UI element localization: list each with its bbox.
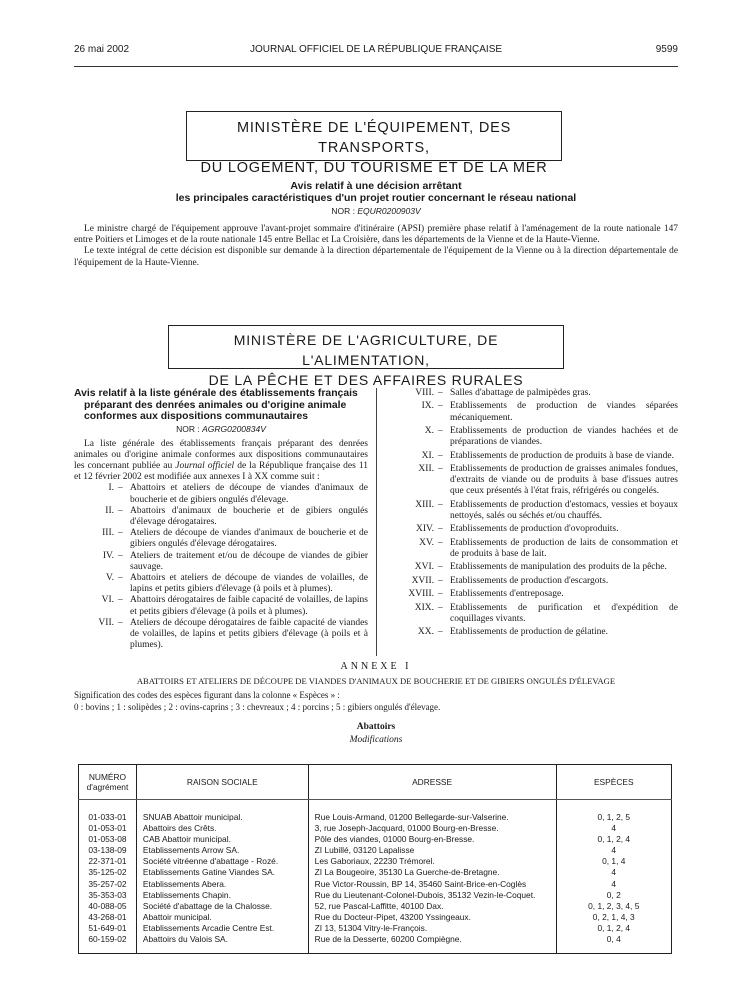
- item-text: Etablissements de production d'escargots.: [450, 575, 609, 586]
- nor-label: NOR :: [176, 423, 203, 434]
- legend-line1: Signification des codes des espèces figurant dans la colonne « Espèces » :: [74, 690, 340, 700]
- table-row: [79, 812, 672, 823]
- abattoirs-table: [78, 764, 672, 954]
- cell-numero: 35-125-02: [88, 867, 127, 878]
- table-row: [79, 823, 672, 834]
- table-row: [79, 923, 672, 934]
- cell-numero: 01-033-01: [88, 812, 127, 822]
- col-header-especes: ESPÈCES: [556, 765, 671, 800]
- cell-numero: 40-088-05: [88, 900, 127, 911]
- annex-list-item: [74, 506, 368, 528]
- item-number: VI.: [101, 595, 114, 606]
- notice2-title: Avis relatif à la liste générale des établissements français préparant des denrées animales ou d'origine animale conformes aux dispositions communautaires: [74, 388, 358, 422]
- header-rule: [74, 66, 678, 67]
- cell-adresse: Rue Louis-Armand, 01200 Bellegarde-sur-Valserine.: [308, 812, 556, 823]
- item-dash: –: [438, 589, 443, 600]
- item-number: XVIII.: [408, 589, 434, 600]
- item-text: Ateliers de découpe dérogataires de faible capacité de viandes de volailles, de lapins et petits gibiers d'élevage (à poils et à plumes).: [130, 617, 368, 651]
- item-dash: –: [118, 505, 123, 516]
- intro-text: La liste générale des établissements français préparant des denrées animales ou d'origine animale conformes aux dispositions communautaires les concernant publiée au: [74, 438, 368, 471]
- item-number: II.: [105, 505, 114, 516]
- intro-text: de la République française des 11 et 12 février 2002 est modifiée aux annexes I à XX comme suit :: [74, 460, 369, 483]
- item-text: Etablissements de manipulation des produits de la pêche.: [450, 562, 667, 573]
- notice1-title-line2: les principales caractéristiques d'un projet routier concernant le réseau national: [175, 192, 577, 204]
- notice2-intro: [74, 439, 368, 484]
- notice2-left-column: [74, 388, 368, 651]
- annex-list-item: [74, 528, 368, 550]
- annex-list-item: [386, 388, 678, 399]
- item-text: Etablissements de production de graisses animales fondues, d'extraits de viande ou de produits à base d'issues autres que ceux présentés à l'état frais, réfrigérés ou congelés.: [450, 463, 678, 497]
- item-number: X.: [424, 425, 434, 436]
- item-text: Etablissements de production de laits de consommation et de produits à base de lait.: [450, 537, 678, 559]
- cell-especes: 0, 1, 2, 4: [556, 834, 671, 845]
- cell-adresse: Les Gaboriaux, 22230 Trémorel.: [308, 856, 556, 867]
- species-legend: [74, 690, 678, 713]
- annex-list-item: [386, 426, 678, 448]
- item-number: VII.: [98, 617, 114, 628]
- cell-especes: 4: [556, 867, 671, 878]
- cell-numero: 22-371-01: [88, 856, 127, 867]
- item-text: Etablissements de production de produits à base de viande.: [450, 450, 674, 461]
- item-dash: –: [118, 550, 123, 561]
- cell-adresse: Rue de la Desserte, 60200 Compiègne.: [308, 934, 556, 945]
- item-number: XIV.: [415, 524, 434, 535]
- ministry-line1: MINISTÈRE DE L'ÉQUIPEMENT, DES TRANSPORTS,: [236, 120, 512, 156]
- item-number: XI.: [421, 450, 434, 461]
- cell-numero: 35-257-02: [88, 878, 127, 889]
- table-spacer: [79, 945, 672, 954]
- nor-code: EQUR0200903V: [357, 206, 421, 216]
- page-number: 9599: [655, 44, 678, 55]
- notice2-right-column: [386, 388, 678, 641]
- item-dash: –: [118, 617, 123, 628]
- annex-section: [74, 660, 678, 747]
- ministry-line2: DE LA PÊCHE ET DES AFFAIRES RURALES: [208, 372, 524, 388]
- item-text: Abattoirs et ateliers de découpe de viandes d'animaux de boucherie et de gibiers ongulés d'élevage.: [130, 483, 368, 505]
- legend-line2: 0 : bovins ; 1 : solipèdes ; 2 : ovins-caprins ; 3 : chevreaux ; 4 : porcins ; 5 : gibiers ongulés d'élevage.: [74, 701, 441, 712]
- notice1-title-line1: Avis relatif à une décision arrêtant: [290, 180, 462, 192]
- notice1-nor: [74, 204, 678, 218]
- cell-numero: 01-053-01: [88, 823, 127, 834]
- annex-subtitle: ABATTOIRS ET ATELIERS DE DÉCOUPE DE VIANDES D'ANIMAUX DE BOUCHERIE ET DE GIBIERS ONGULÉS D'ÉLEVAGE: [136, 676, 616, 686]
- annex-list-item: [386, 603, 678, 625]
- item-dash: –: [438, 401, 443, 412]
- notice2-nor: [74, 423, 368, 436]
- annex-list-item: [74, 618, 368, 652]
- table-row: [79, 867, 672, 878]
- item-dash: –: [118, 595, 123, 606]
- col-header-adresse: ADRESSE: [308, 765, 556, 800]
- item-number: I.: [108, 483, 114, 494]
- table-row: [79, 879, 672, 890]
- item-text: Etablissements de purification et d'expédition de coquillages vivants.: [450, 602, 678, 624]
- table-row: [79, 901, 672, 912]
- item-text: Abattoirs dérogataires de faible capacité de volailles, de lapins et petits gibiers d'élevage (à poils et à plumes).: [130, 595, 368, 617]
- notice1-paragraph: Le ministre chargé de l'équipement approuve l'avant-projet sommaire d'itinéraire (APSI) première phase relatif à l'aménagement de la route nationale 147 entre Poitiers et Limoges et de la route nationale 145 entre Bellac et La Croisière, dans les départements de la Vienne et de la Haute-Vienne.: [74, 224, 678, 246]
- notice1-paragraph: Le texte intégral de cette décision est disponible sur demande à la direction départementale de l'équipement de la Vienne ou à la direction départementale de l'équipement de la Haute-Vienne.: [74, 246, 678, 268]
- annex-list-item: [74, 573, 368, 595]
- cell-raison: Etablissements Gatine Viandes SA.: [136, 867, 308, 878]
- cell-raison: Etablissements Arrow SA.: [136, 845, 308, 856]
- table-row: [79, 834, 672, 845]
- item-number: XVI.: [414, 562, 434, 573]
- cell-especes: 4: [556, 845, 671, 856]
- annex-list-left: [74, 483, 368, 651]
- header-text: NUMÉRO: [88, 772, 127, 782]
- ministry-agriculture-box: [168, 325, 564, 388]
- cell-especes: 0, 1, 2, 3, 4, 5: [556, 901, 671, 912]
- cell-adresse: Rue Victor-Roussin, BP 14, 35460 Saint-Brice-en-Coglès: [308, 879, 556, 890]
- cell-especes: 4: [556, 879, 671, 890]
- item-text: Abattoirs d'animaux de boucherie et de gibiers ongulés d'élevage dérogataires.: [130, 505, 368, 527]
- cell-adresse: 3, rue Joseph-Jacquard, 01000 Bourg-en-Bresse.: [308, 823, 556, 834]
- intro-journal-ref: Journal officiel: [175, 460, 235, 471]
- item-text: Etablissements de production d'ovoproduits.: [450, 524, 619, 535]
- cell-adresse: 52, rue Pascal-Laffitte, 40100 Dax.: [308, 901, 556, 912]
- item-text: Salles d'abattage de palmipèdes gras.: [450, 388, 591, 398]
- item-text: Etablissements de production de viandes hachées et de préparations de viandes.: [450, 425, 678, 448]
- cell-raison: Etablissements Chapin.: [136, 890, 308, 901]
- item-dash: –: [438, 627, 443, 638]
- col-header-numero: [79, 765, 137, 800]
- item-number: IV.: [102, 550, 114, 561]
- table-spacer: [79, 800, 672, 813]
- nor-label: NOR :: [331, 206, 358, 216]
- cell-especes: 0, 1, 2, 4: [556, 923, 671, 934]
- item-text: Ateliers de découpe de viandes d'animaux de boucherie et de gibiers ongulés d'élevage dérogataires.: [130, 528, 368, 550]
- annex-list-item: [386, 500, 678, 522]
- cell-especes: 0, 2, 1, 4, 3: [556, 912, 671, 923]
- cell-adresse: ZI Lubillé, 03120 Lapalisse: [308, 845, 556, 856]
- cell-numero: 43-268-01: [88, 911, 127, 922]
- cell-raison: Abattoir municipal.: [136, 912, 308, 923]
- item-number: III.: [102, 528, 114, 539]
- table-row: [79, 845, 672, 856]
- annex-title: ANNEXE I: [340, 661, 412, 672]
- annex-list-item: [386, 538, 678, 560]
- notice1-heading: [74, 180, 678, 218]
- annex-list-item: [386, 451, 678, 462]
- item-number: XIII.: [415, 499, 434, 510]
- item-dash: –: [438, 537, 443, 548]
- annex-list-item: [386, 576, 678, 587]
- item-dash: –: [438, 575, 443, 586]
- item-text: Etablissements de production de viandes séparées mécaniquement.: [450, 401, 678, 423]
- cell-raison: SNUAB Abattoir municipal.: [136, 812, 308, 823]
- cell-raison: CAB Abattoir municipal.: [136, 834, 308, 845]
- cell-raison: Abattoirs des Crêts.: [136, 823, 308, 834]
- cell-especes: 0, 2: [556, 890, 671, 901]
- item-text: Etablissements de production d'estomacs, vessies et boyaux nettoyés, salés ou séchés et/ou chauffés.: [450, 499, 678, 521]
- notice1-body: [74, 224, 678, 269]
- cell-especes: 0, 1, 4: [556, 856, 671, 867]
- item-dash: –: [118, 572, 123, 583]
- item-dash: –: [438, 524, 443, 535]
- annex-list-item: [74, 595, 368, 617]
- cell-numero: 35-353-03: [88, 889, 127, 900]
- cell-raison: Etablissements Arcadie Centre Est.: [136, 923, 308, 934]
- item-number: XIX.: [414, 602, 434, 613]
- cell-especes: 0, 1, 2, 5: [556, 812, 671, 823]
- annex-list-item: [386, 524, 678, 535]
- annex-list-item: [386, 401, 678, 423]
- item-dash: –: [438, 450, 443, 461]
- journal-title: JOURNAL OFFICIEL DE LA RÉPUBLIQUE FRANÇAISE: [249, 44, 503, 55]
- table-row: [79, 912, 672, 923]
- annex-list-item: [386, 627, 678, 638]
- table-row: [79, 934, 672, 945]
- item-dash: –: [438, 463, 443, 474]
- annex-list-item: [386, 562, 678, 573]
- ministry-equipement-box: [186, 111, 562, 176]
- col-header-raison-sociale: RAISON SOCIALE: [136, 765, 308, 800]
- annex-list-item: [386, 589, 678, 600]
- cell-raison: Société d'abattage de la Chalosse.: [136, 901, 308, 912]
- annex-list-item: [74, 483, 368, 505]
- cell-adresse: ZI La Bougeoire, 35130 La Guerche-de-Bretagne.: [308, 867, 556, 878]
- item-dash: –: [438, 499, 443, 510]
- item-number: V.: [105, 572, 114, 583]
- issue-date: 26 mai 2002: [74, 44, 130, 55]
- item-text: Abattoirs et ateliers de découpe de viandes de volailles, de lapins et petits gibiers d'élevage (à poils et à plumes).: [130, 572, 368, 595]
- cell-adresse: Rue du Lieutenant-Colonel-Dubois, 35132 Vezin-le-Coquet.: [308, 890, 556, 901]
- item-text: Ateliers de traitement et/ou de découpe de viandes de gibier sauvage.: [130, 550, 368, 572]
- item-number: VIII.: [415, 388, 434, 398]
- cell-raison: Société vitréenne d'abattage - Rozé.: [136, 856, 308, 867]
- annex-list-item: [74, 551, 368, 573]
- table-row: [79, 890, 672, 901]
- running-header: [74, 44, 678, 60]
- item-number: IX.: [421, 401, 434, 412]
- ministry-line1: MINISTÈRE DE L'AGRICULTURE, DE L'ALIMENTATION,: [233, 332, 499, 368]
- cell-especes: 0, 4: [556, 934, 671, 945]
- item-dash: –: [118, 483, 123, 494]
- item-number: XV.: [419, 537, 434, 548]
- item-number: XII.: [418, 463, 434, 474]
- cell-numero: 60-159-02: [88, 934, 127, 945]
- table-row: [79, 856, 672, 867]
- annex-list-item: [386, 464, 678, 498]
- column-divider: [376, 388, 377, 656]
- cell-numero: 01-053-08: [88, 834, 127, 845]
- header-text: d'agrément: [86, 782, 129, 792]
- cell-raison: Etablissements Abera.: [136, 879, 308, 890]
- item-dash: –: [118, 528, 123, 539]
- cell-especes: 4: [556, 823, 671, 834]
- item-number: XVII.: [411, 575, 434, 586]
- cell-numero: 03-138-09: [88, 845, 127, 856]
- cell-adresse: Rue du Docteur-Pipet, 43200 Yssingeaux.: [308, 912, 556, 923]
- item-text: Etablissements d'entreposage.: [450, 589, 564, 600]
- item-text: Etablissements de production de gélatine.: [450, 627, 609, 638]
- item-dash: –: [438, 425, 443, 436]
- table-header-row: [79, 765, 672, 800]
- item-dash: –: [438, 602, 443, 613]
- nor-code: AGRG0200834V: [202, 423, 266, 434]
- ministry-line2: DU LOGEMENT, DU TOURISME ET DE LA MER: [200, 160, 548, 176]
- cell-adresse: ZI 13, 51304 Vitry-le-François.: [308, 923, 556, 934]
- section-title: Abattoirs: [356, 722, 396, 732]
- cell-raison: Abattoirs du Valois SA.: [136, 934, 308, 945]
- cell-adresse: Pôle des viandes, 01000 Bourg-en-Bresse.: [308, 834, 556, 845]
- item-number: XX.: [417, 627, 434, 638]
- cell-numero: 51-649-01: [88, 922, 127, 933]
- item-dash: –: [438, 562, 443, 573]
- item-dash: –: [438, 388, 443, 398]
- section-subtitle: Modifications: [349, 735, 403, 745]
